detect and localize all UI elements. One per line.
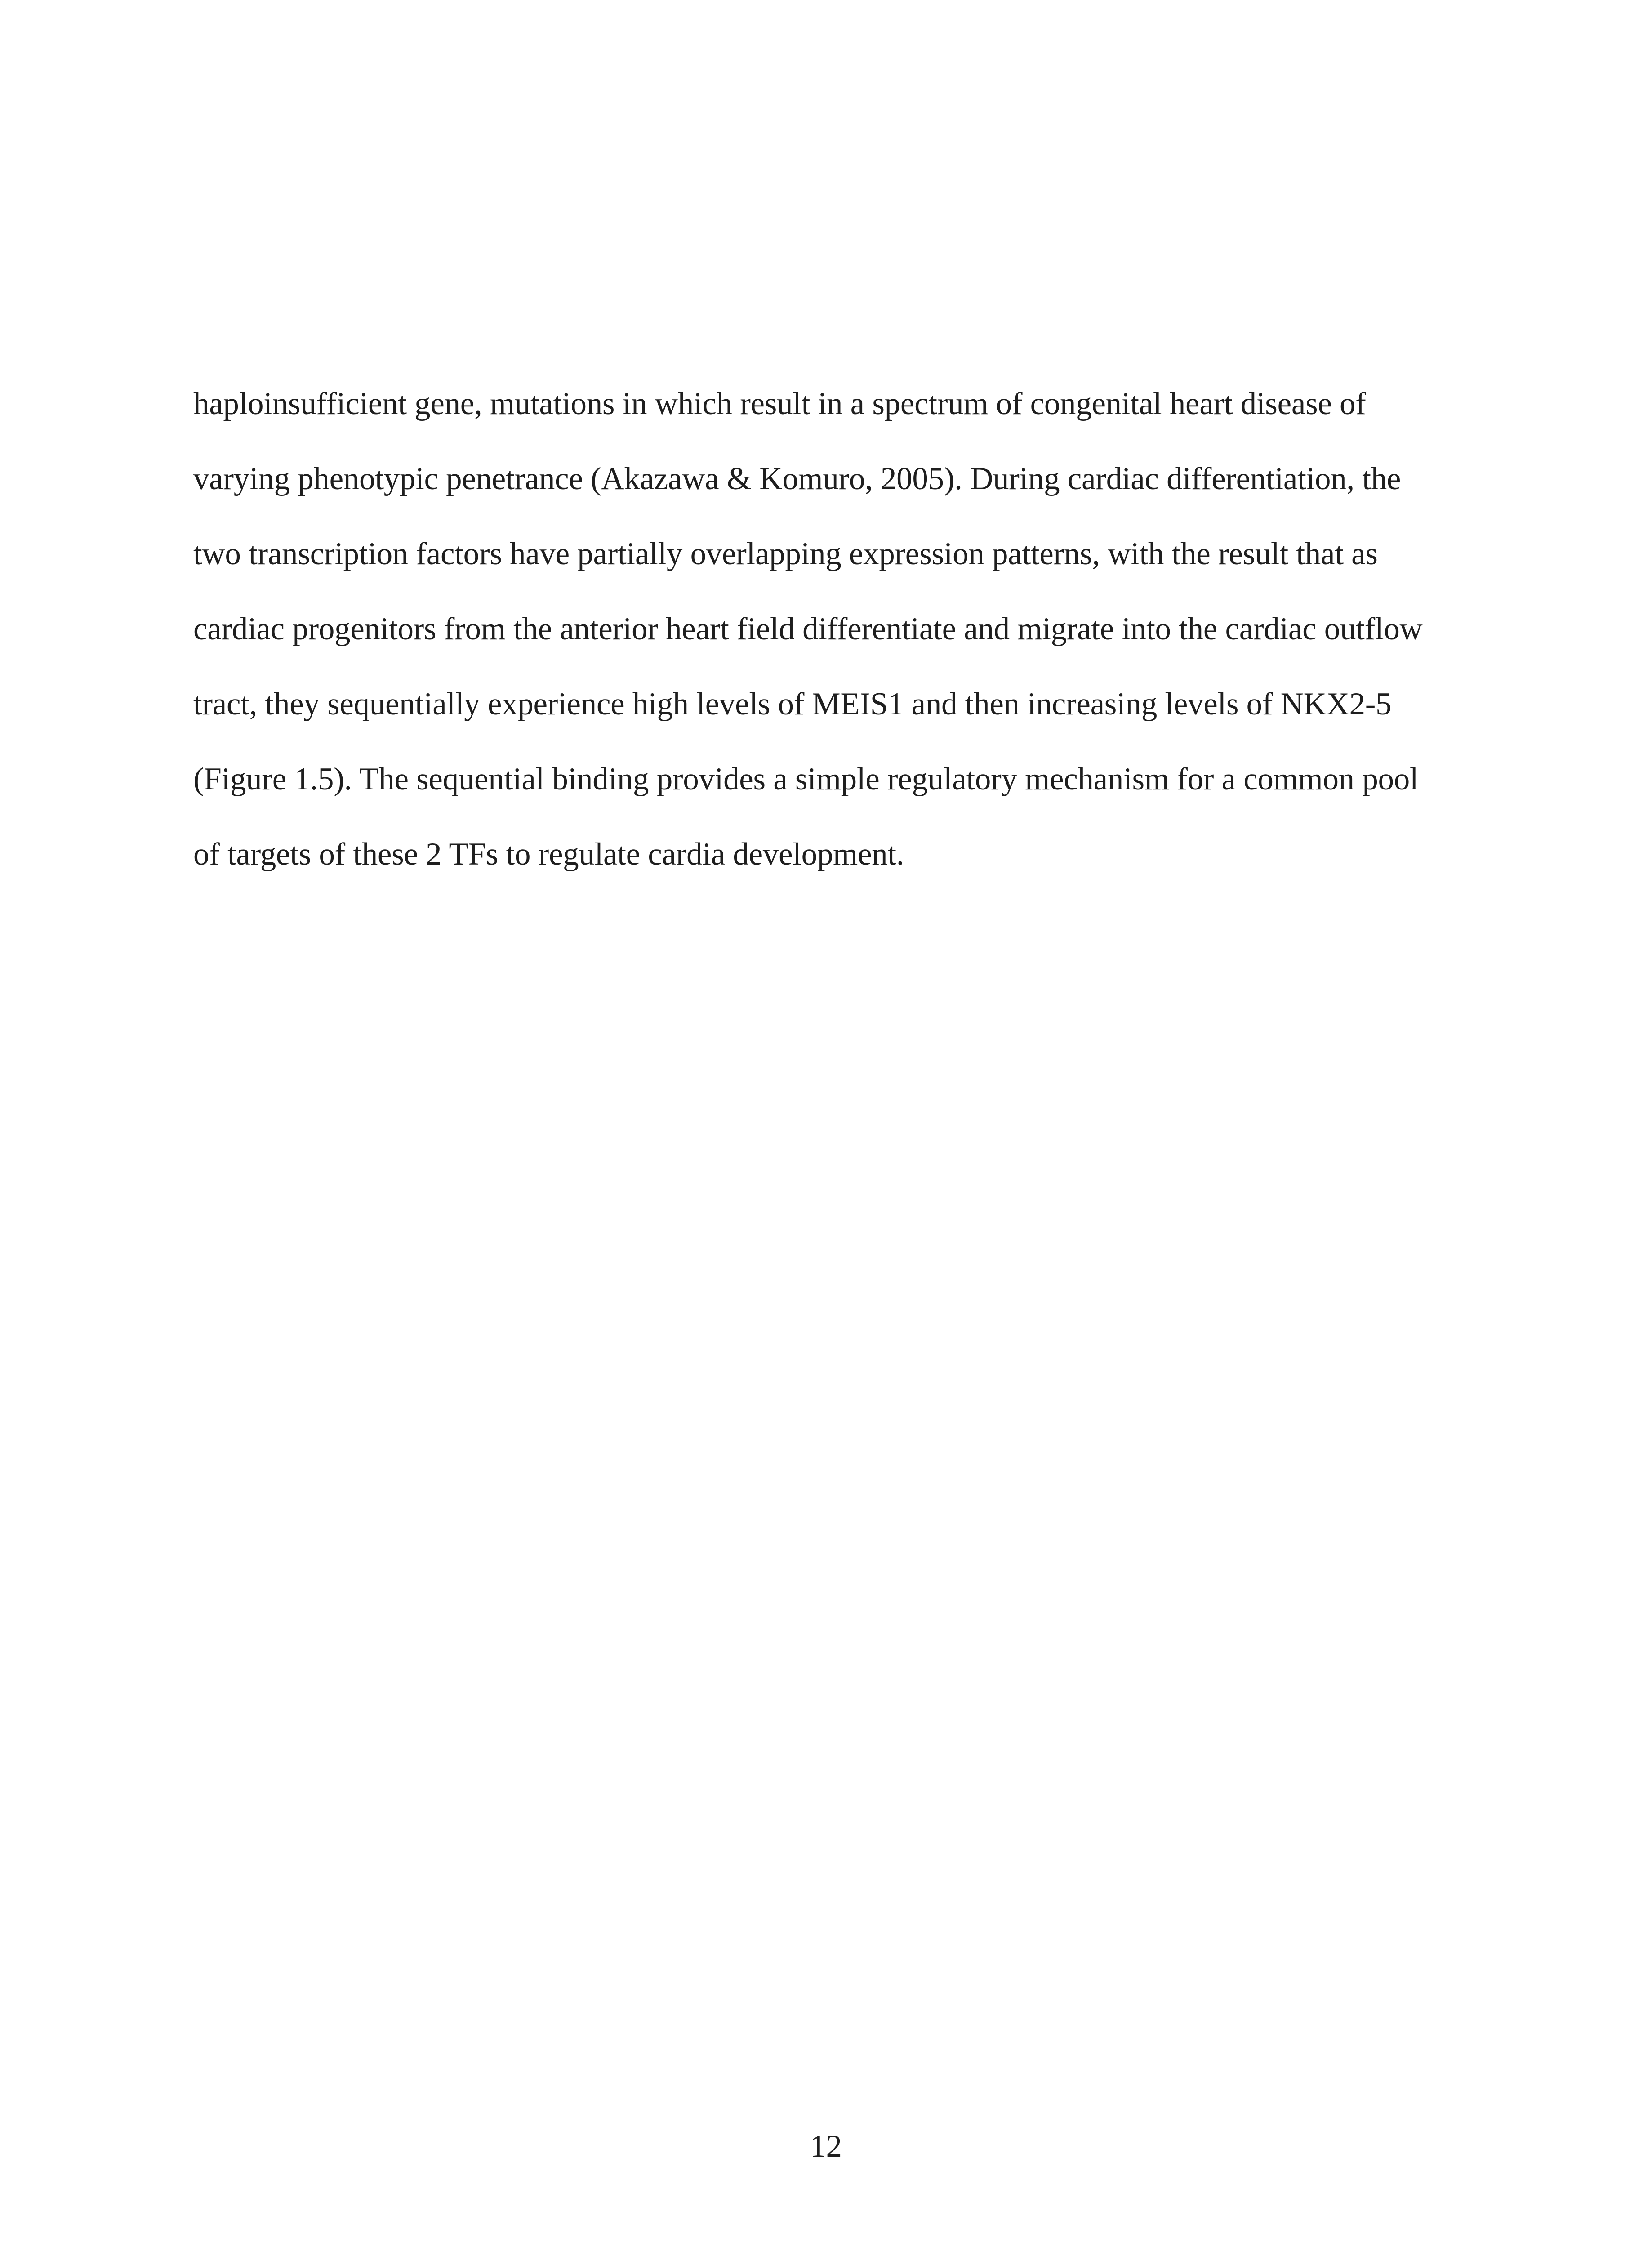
paragraph-line: of targets of these 2 TFs to regulate cardia development. [193, 837, 904, 872]
paragraph-line: (Figure 1.5). The sequential binding provides a simple regulatory mechanism for a common pool [193, 762, 1419, 797]
paragraph-line: two transcription factors have partially overlapping expression patterns, with the result that as [193, 536, 1378, 571]
paragraph-line: cardiac progenitors from the anterior heart field differentiate and migrate into the cardiac outflow [193, 611, 1423, 647]
paragraph-line: tract, they sequentially experience high levels of MEIS1 and then increasing levels of NKX2-5 [193, 687, 1392, 722]
paragraph-line: haploinsufficient gene, mutations in which result in a spectrum of congenital heart disease of [193, 386, 1366, 421]
body-paragraph [193, 366, 1479, 892]
page-number: 12 [810, 2129, 842, 2164]
paragraph-line: varying phenotypic penetrance (Akazawa & Komuro, 2005). During cardiac differentiation, the [193, 461, 1401, 496]
